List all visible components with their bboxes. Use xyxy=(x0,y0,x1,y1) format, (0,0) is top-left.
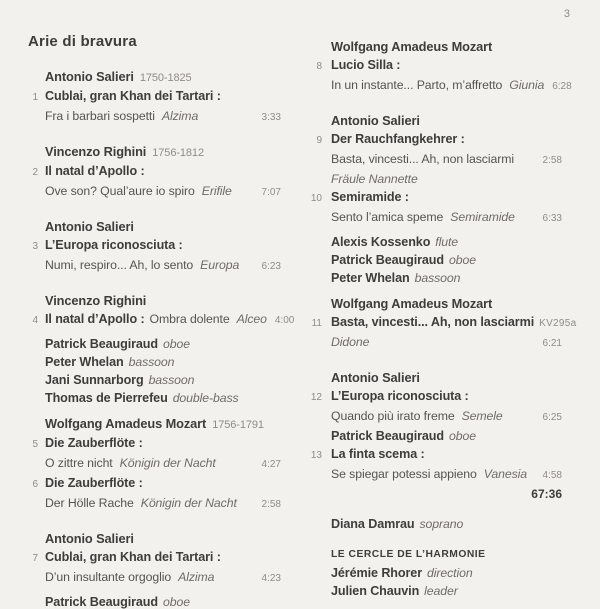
track-title: Cublai, gran Khan dei Tartari : xyxy=(45,550,221,564)
composer-name: Antonio Salieri xyxy=(45,531,134,546)
performer-line xyxy=(306,233,562,251)
track-duration: 6:28 xyxy=(552,81,572,92)
track-number: 11 xyxy=(311,318,322,329)
character-name: Vanesia xyxy=(483,467,528,481)
composer-line xyxy=(28,292,281,310)
track-number: 12 xyxy=(310,392,322,403)
track-title: Die Zauberflöte : xyxy=(45,436,143,450)
performer-name: Patrick Beaugiraud xyxy=(45,595,158,609)
character-name: Semiramide xyxy=(450,210,515,224)
track-number: 8 xyxy=(316,61,322,72)
performer-name: Peter Whelan xyxy=(45,355,124,369)
performers-group xyxy=(306,233,562,287)
performer-role: bassoon xyxy=(414,271,461,285)
track-duration: 3:33 xyxy=(261,112,281,123)
track-title-line xyxy=(306,56,562,76)
aria-text: O zittre nicht xyxy=(45,456,113,470)
performer-name: Jani Sunnarborg xyxy=(45,373,144,387)
soloist-line xyxy=(306,515,562,533)
track-aria-line xyxy=(28,494,281,514)
track-number: 5 xyxy=(32,439,38,450)
aria-text: Sento l’amica speme xyxy=(331,210,444,224)
performer-line xyxy=(28,353,281,371)
track-duration: 4:58 xyxy=(542,470,562,481)
track-title: Basta, vincesti... Ah, non lasciarmi xyxy=(331,315,535,329)
track-aria-line xyxy=(306,407,562,427)
character-name: Semele xyxy=(461,409,503,423)
composer-name: Vincenzo Righini xyxy=(45,144,147,159)
track-title-line xyxy=(28,87,281,107)
soloist-role: soprano xyxy=(419,517,464,531)
composer-name: Wolfgang Amadeus Mozart xyxy=(331,296,493,311)
leader-line xyxy=(306,582,562,600)
character-name: Fräule Nannette xyxy=(331,172,418,186)
performer-line xyxy=(306,427,562,445)
track-title: L’Europa riconosciuta : xyxy=(45,238,183,252)
director-name: Jérémie Rhorer xyxy=(331,566,422,580)
performer-role: oboe xyxy=(448,429,476,443)
track-title: Semiramide : xyxy=(331,190,409,204)
track-title-line xyxy=(28,236,281,256)
composer-name: Antonio Salieri xyxy=(45,69,134,84)
performer-line xyxy=(28,335,281,353)
track-title-line xyxy=(28,434,281,454)
track-number: 9 xyxy=(316,135,322,146)
work-group xyxy=(28,68,281,127)
track-title-line xyxy=(306,387,562,407)
work-group xyxy=(306,295,577,353)
track-number: 4 xyxy=(32,315,38,326)
track-aria-line xyxy=(28,256,281,276)
aria-text: In un instante... Parto, m’affretto xyxy=(331,78,503,92)
track-duration: 2:58 xyxy=(261,499,281,510)
performer-name: Patrick Beaugiraud xyxy=(331,429,444,443)
track-title: Il natal d’Apollo : xyxy=(45,312,145,326)
track-character-line xyxy=(306,333,562,353)
composer-line xyxy=(28,530,281,548)
character-name: Europa xyxy=(200,258,240,272)
track-number: 13 xyxy=(310,450,322,461)
composer-name: Antonio Salieri xyxy=(331,370,420,385)
performer-line xyxy=(306,251,562,269)
track-number: 2 xyxy=(32,167,38,178)
aria-text: Se spiegar potessi appieno xyxy=(331,467,477,481)
soloist-name: Diana Damrau xyxy=(331,517,415,531)
character-name: Alzima xyxy=(178,570,215,584)
performers-group xyxy=(28,593,281,609)
composer-name: Antonio Salieri xyxy=(45,219,134,234)
track-aria-line xyxy=(306,150,562,170)
composer-name: Wolfgang Amadeus Mozart xyxy=(45,416,207,431)
performer-role: bassoon xyxy=(148,373,195,387)
work-group xyxy=(306,112,562,228)
performer-line xyxy=(28,593,281,609)
performer-role: oboe xyxy=(162,595,190,609)
director-role: direction xyxy=(427,566,473,580)
work-group xyxy=(28,292,295,330)
aria-text: Ove son? Qual’aure io spiro xyxy=(45,184,195,198)
track-title: La finta scema : xyxy=(331,447,425,461)
work-group xyxy=(28,530,281,588)
track-title-line xyxy=(306,130,562,150)
track-title-line xyxy=(306,188,562,208)
track-duration: 6:23 xyxy=(261,261,281,272)
aria-text: Quando più irato freme xyxy=(331,409,455,423)
composer-dates: 1750-1825 xyxy=(139,72,192,84)
track-aria-line xyxy=(306,208,562,228)
track-number: 10 xyxy=(310,193,322,204)
track-aria-line xyxy=(28,182,281,202)
performer-name: Patrick Beaugiraud xyxy=(331,253,444,267)
composer-name: Vincenzo Righini xyxy=(45,293,147,308)
composer-dates: 1756-1812 xyxy=(152,147,204,159)
composer-line xyxy=(28,415,281,434)
left-column xyxy=(28,32,295,609)
track-duration: 4:23 xyxy=(261,573,281,584)
track-character-line xyxy=(306,170,562,188)
catalog-number: KV295a xyxy=(539,318,577,329)
track-title: Il natal d’Apollo : xyxy=(45,164,145,178)
ensemble-name: LE CERCLE DE L’HARMONIE xyxy=(331,549,486,560)
track-title-line xyxy=(28,548,281,568)
ensemble-group xyxy=(306,546,562,600)
track-title-line xyxy=(306,445,562,465)
composer-line xyxy=(306,369,562,387)
composer-dates: 1756-1791 xyxy=(212,419,264,431)
composer-line xyxy=(306,295,562,313)
track-number: 1 xyxy=(32,92,38,103)
track-aria-line xyxy=(28,107,281,127)
character-name: Königin der Nacht xyxy=(140,496,237,510)
track-title-line xyxy=(28,162,281,182)
performer-line xyxy=(28,389,281,407)
leader-name: Julien Chauvin xyxy=(331,584,420,598)
character-name: Alceo xyxy=(236,312,267,326)
track-aria-line xyxy=(28,568,281,588)
work-group xyxy=(28,218,281,276)
composer-line xyxy=(306,38,562,56)
composer-line xyxy=(28,68,281,87)
performer-name: Alexis Kossenko xyxy=(331,235,431,249)
track-aria-line xyxy=(306,465,562,485)
performer-name: Peter Whelan xyxy=(331,271,410,285)
track-number: 7 xyxy=(32,553,38,564)
page-number: 3 xyxy=(563,8,570,20)
track-number: 3 xyxy=(32,241,38,252)
performer-name: Patrick Beaugiraud xyxy=(45,337,158,351)
composer-name: Antonio Salieri xyxy=(331,113,420,128)
track-duration: 6:33 xyxy=(542,213,562,224)
track-duration: 7:07 xyxy=(261,187,281,198)
track-title-line xyxy=(28,310,295,330)
track-duration: 6:21 xyxy=(542,338,562,349)
total-duration: 67:36 xyxy=(531,487,562,501)
track-title: L’Europa riconosciuta : xyxy=(331,389,469,403)
track-aria-line xyxy=(306,76,572,96)
track-title: Cublai, gran Khan dei Tartari : xyxy=(45,89,221,103)
work-group xyxy=(28,415,281,514)
aria-text: Numi, respiro... Ah, lo sento xyxy=(45,258,194,272)
track-duration: 2:58 xyxy=(542,155,562,166)
track-title: Der Rauchfangkehrer : xyxy=(331,132,465,146)
performer-role: bassoon xyxy=(128,355,175,369)
track-aria-line xyxy=(28,454,281,474)
performer-line xyxy=(306,269,562,287)
page-heading: Arie di bravura xyxy=(28,33,137,50)
ensemble-name-line xyxy=(306,546,562,564)
soloist-group xyxy=(306,515,562,533)
track-number: 6 xyxy=(32,479,38,490)
character-name: Alzima xyxy=(161,109,199,123)
leader-role: leader xyxy=(424,584,458,598)
performer-role: double-bass xyxy=(172,391,239,405)
aria-text: D’un insultante orgoglio xyxy=(45,570,172,584)
total-duration-line xyxy=(306,485,562,503)
character-name: Giunia xyxy=(509,78,545,92)
track-duration: 4:00 xyxy=(274,315,295,326)
work-group xyxy=(306,369,562,503)
right-column xyxy=(306,38,577,600)
performer-role: oboe xyxy=(448,253,476,267)
character-name: Erifile xyxy=(201,184,232,198)
director-line xyxy=(306,564,562,582)
work-group xyxy=(28,143,281,202)
composer-line xyxy=(28,218,281,236)
performer-line xyxy=(28,371,281,389)
aria-text: Ombra dolente xyxy=(149,312,230,326)
aria-text: Der Hölle Rache xyxy=(45,496,134,510)
performer-name: Thomas de Pierrefeu xyxy=(45,391,168,405)
track-title-line xyxy=(28,474,281,494)
track-duration: 6:25 xyxy=(542,412,562,423)
track-duration: 4:27 xyxy=(261,459,281,470)
performer-role: flute xyxy=(435,235,459,249)
performer-role: oboe xyxy=(162,337,190,351)
track-title: Die Zauberflöte : xyxy=(45,476,143,490)
aria-text: Basta, vincesti... Ah, non lasciarmi xyxy=(331,152,514,166)
composer-line xyxy=(28,143,281,162)
composer-line xyxy=(306,112,562,130)
composer-name: Wolfgang Amadeus Mozart xyxy=(331,39,493,54)
track-title: Lucio Silla : xyxy=(331,58,401,72)
character-name: Königin der Nacht xyxy=(119,456,216,470)
aria-text: Fra i barbari sospetti xyxy=(45,109,155,123)
work-group xyxy=(306,38,572,96)
performers-group xyxy=(28,335,281,407)
track-title-line xyxy=(306,313,577,333)
character-name: Didone xyxy=(331,335,370,349)
